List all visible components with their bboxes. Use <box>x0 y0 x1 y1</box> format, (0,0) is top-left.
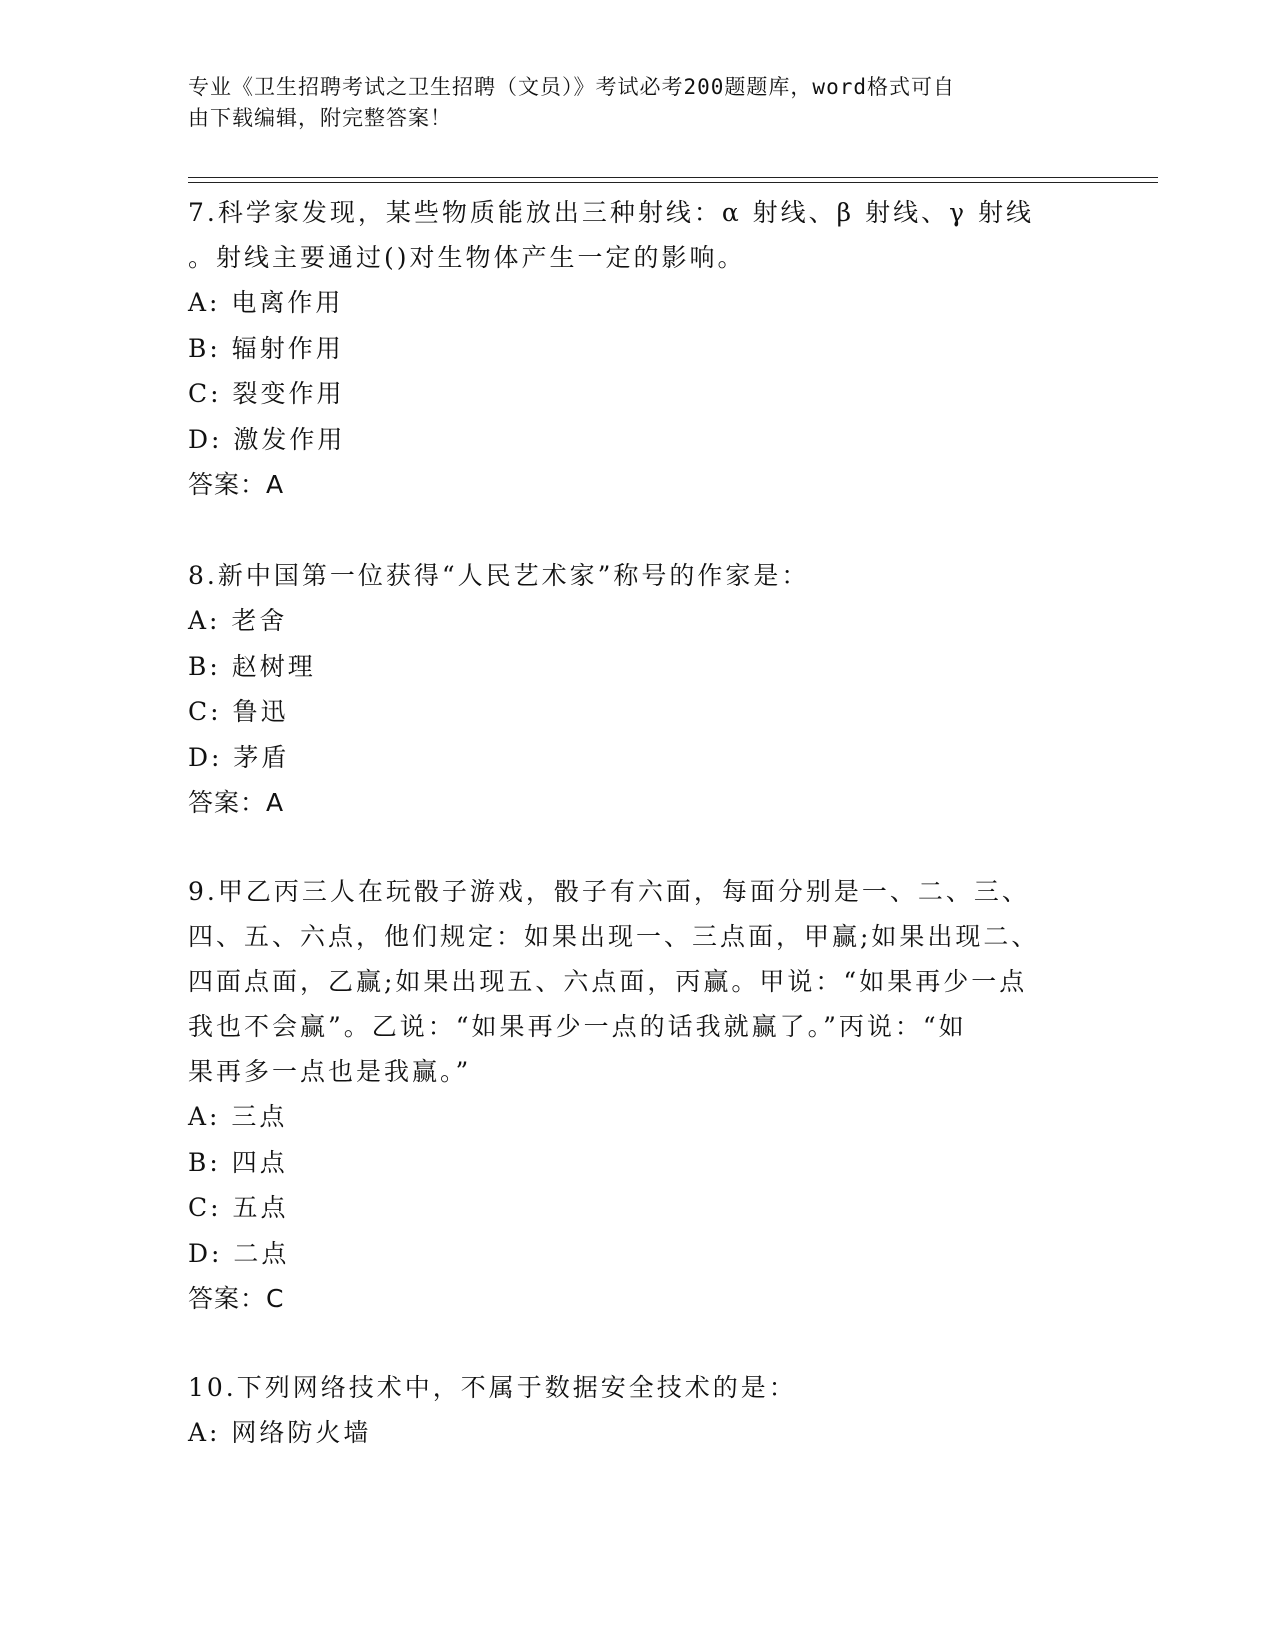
option-c: C: 五点 <box>188 1193 289 1222</box>
question-stem-line: 果再多一点也是我赢。” <box>188 1057 472 1086</box>
question-stem-line: 8.新中国第一位获得“人民艺术家”称号的作家是： <box>188 561 810 590</box>
question-list <box>188 190 1088 1490</box>
document-header <box>188 72 1068 134</box>
question-stem-line: 我也不会赢”。乙说：“如果再少一点的话我就赢了。”丙说：“如 <box>188 1012 967 1041</box>
question-stem-line: 10.下列网络技术中，不属于数据安全技术的是： <box>188 1373 797 1402</box>
option-b: B: 四点 <box>188 1147 288 1177</box>
header-divider-bottom <box>188 182 1158 183</box>
question-8 <box>188 553 1088 825</box>
question-stem-line: 四面点面，乙赢;如果出现五、六点面，丙赢。甲说：“如果再少一点 <box>188 967 1028 996</box>
question-stem-line: 7.科学家发现，某些物质能放出三种射线：α 射线、β 射线、γ 射线 <box>188 198 1034 227</box>
option-c: C: 裂变作用 <box>188 379 345 408</box>
question-stem-line: 9.甲乙丙三人在玩骰子游戏，骰子有六面，每面分别是一、二、三、 <box>188 877 1030 906</box>
question-stem-line: 。射线主要通过()对生物体产生一定的影响。 <box>188 243 746 272</box>
header-line-1: 专业《卫生招聘考试之卫生招聘（文员）》考试必考200题题库，word格式可自 <box>188 75 955 99</box>
option-b: B: 辐射作用 <box>188 333 344 363</box>
option-b: B: 赵树理 <box>188 651 316 681</box>
option-d: D: 二点 <box>188 1238 290 1268</box>
answer: 答案：A <box>188 470 285 499</box>
option-d: D: 茅盾 <box>188 742 290 772</box>
option-c: C: 鲁迅 <box>188 697 289 726</box>
option-a: A: 老舍 <box>188 606 288 635</box>
option-a: A: 电离作用 <box>188 288 344 317</box>
option-a: A: 网络防火墙 <box>188 1418 372 1447</box>
question-7 <box>188 190 1088 507</box>
question-stem-line: 四、五、六点，他们规定：如果出现一、三点面，甲赢;如果出现二、 <box>188 922 1040 951</box>
option-a: A: 三点 <box>188 1102 288 1131</box>
option-d: D: 激发作用 <box>188 424 346 454</box>
header-line-2: 由下载编辑，附完整答案！ <box>188 106 452 130</box>
answer: 答案：A <box>188 788 285 817</box>
header-divider-top <box>188 177 1158 178</box>
question-9 <box>188 869 1088 1321</box>
answer: 答案：C <box>188 1284 285 1313</box>
question-10 <box>188 1365 1088 1456</box>
